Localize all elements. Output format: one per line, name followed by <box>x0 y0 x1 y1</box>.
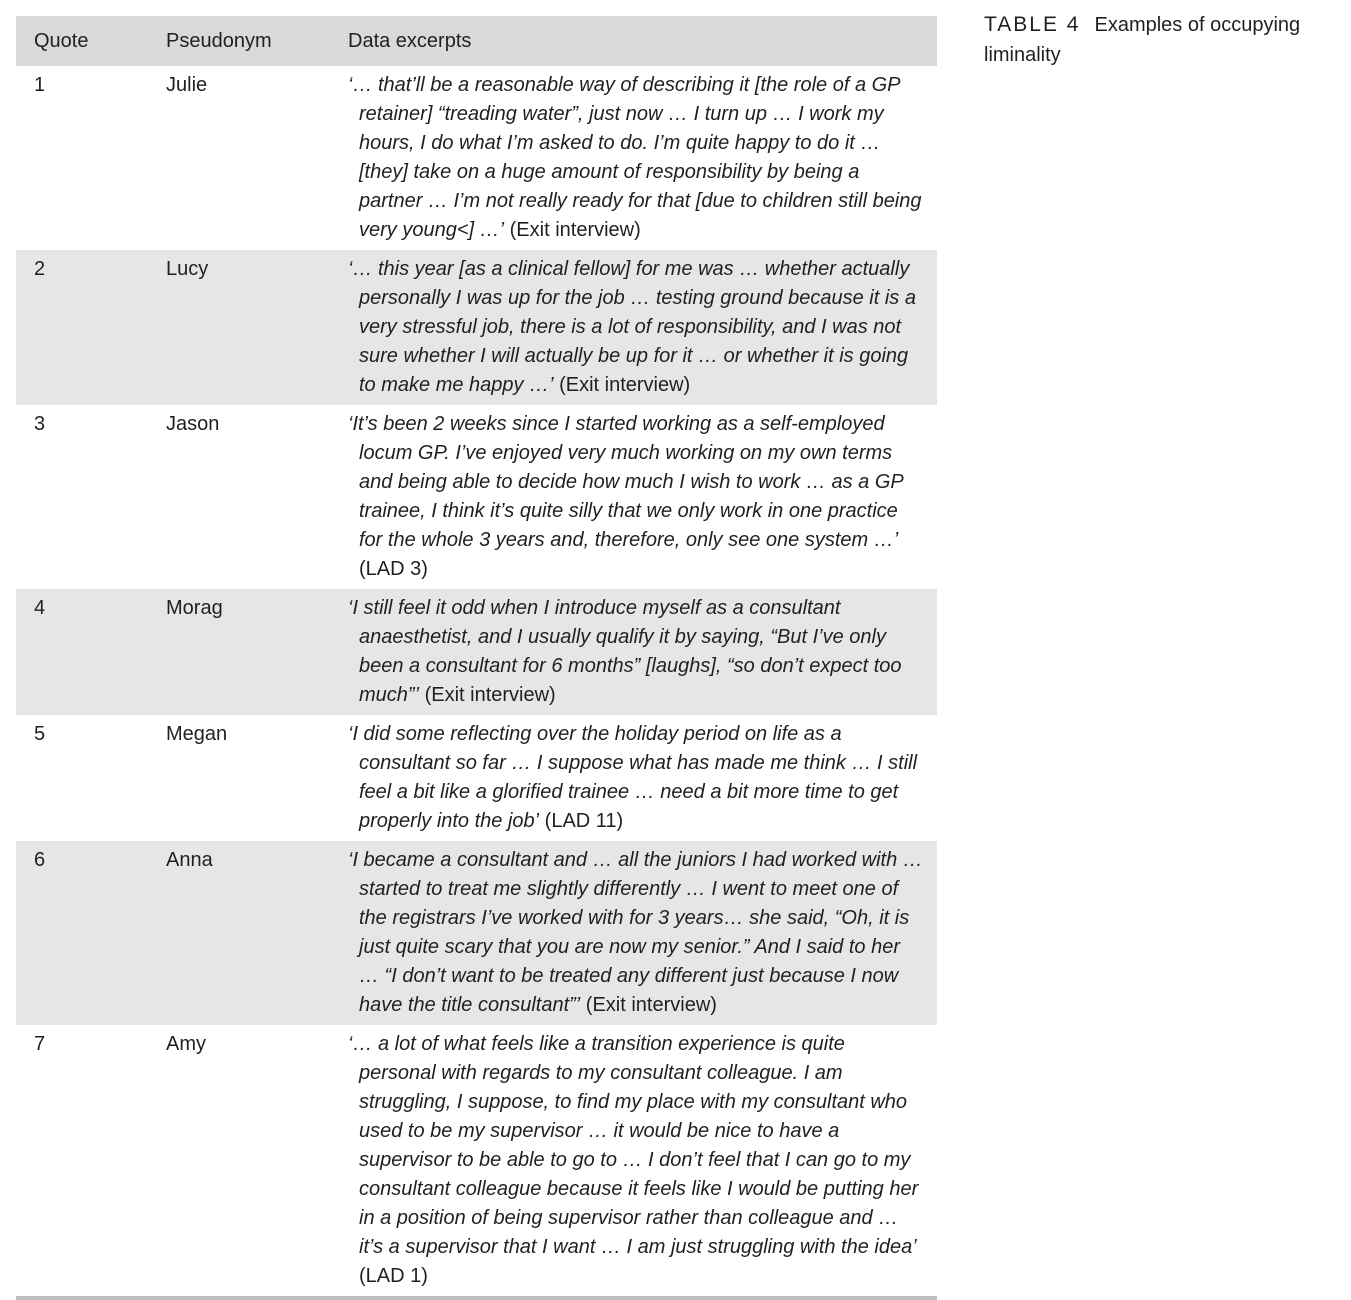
excerpts-table-container <box>16 16 937 1300</box>
table-row <box>16 250 937 405</box>
quote-number: 1 <box>34 74 46 96</box>
table-caption <box>984 10 1346 70</box>
excerpt-quote-text: ‘… that’ll be a reasonable way of describing it [the role of a GP retainer] “treading water”, just now … I turn up … I work my hours, I do what I’m asked to do. I’m quite happy to do it … [they] take on a huge amount of responsibility by being a partner … I’m not really ready for that [due to children still being very young<] …’ <box>348 74 922 241</box>
excerpt-source: (LAD 11) <box>539 810 624 832</box>
table-body <box>16 66 937 1296</box>
excerpt-source: (Exit interview) <box>553 374 691 396</box>
header-row <box>16 16 937 66</box>
pseudonym: Anna <box>166 841 348 1025</box>
excerpt-source: (LAD 1) <box>359 1265 428 1287</box>
pseudonym: Lucy <box>166 250 348 405</box>
table-header <box>16 16 937 66</box>
quote-number: 7 <box>34 1033 46 1055</box>
excerpt-quote-text: ‘I became a consultant and … all the juniors I had worked with … started to treat me slightly differently … I went to meet one of the registrars I’ve worked with for 3 years… she said, “Oh, it is just quite scary that you are now my senior.” And I said to her … “I don’t want to be treated any different just because I now have the title consultant”’ <box>348 849 923 1016</box>
excerpt-quote-text: ‘It’s been 2 weeks since I started working as a self-employed locum GP. I’ve enjoyed very much working on my own terms and being able to decide how much I wish to work … as a GP trainee, I think it’s quite silly that we only work in one practice for the whole 3 years and, therefore, only see one system …’ <box>348 413 903 551</box>
table-row <box>16 715 937 841</box>
data-excerpt <box>348 715 937 841</box>
column-header-pseudonym: Pseudonym <box>166 16 348 66</box>
excerpt-source: (Exit interview) <box>419 684 556 706</box>
data-excerpt <box>348 841 937 1025</box>
excerpts-table <box>16 16 937 1300</box>
pseudonym: Morag <box>166 589 348 715</box>
excerpt-source: (Exit interview) <box>580 994 717 1016</box>
table-label: TABLE 4 <box>984 13 1081 36</box>
column-header-data-excerpts: Data excerpts <box>348 16 937 66</box>
quote-number: 6 <box>16 841 166 1025</box>
pseudonym: Jason <box>166 413 220 435</box>
table-bottom-rule <box>16 1296 937 1300</box>
excerpt-quote-text: ‘I still feel it odd when I introduce myself as a consultant anaesthetist, and I usually qualify it by saying, “But I’ve only been a consultant for 6 months” [laughs], “so don’t expect too much”’ <box>348 597 902 706</box>
pseudonym: Amy <box>166 1033 206 1055</box>
excerpt-source: (Exit interview) <box>504 219 641 241</box>
table-row <box>16 405 937 589</box>
column-header-quote: Quote <box>16 16 166 66</box>
excerpt-quote-text: ‘… this year [as a clinical fellow] for me was … whether actually personally I was up for the job … testing ground because it is a very stressful job, there is a lot of responsibility, and I was not sure whether I will actually be up for it … or whether it is going to make me happy …’ <box>348 258 916 396</box>
excerpt-quote-text: ‘I did some reflecting over the holiday period on life as a consultant so far … I suppose what has made me think … I still feel a bit like a glorified trainee … need a bit more time to get properly into the job’ <box>348 723 918 832</box>
quote-number: 2 <box>16 250 166 405</box>
data-excerpt <box>348 589 937 715</box>
pseudonym: Julie <box>166 74 208 96</box>
table-row <box>16 1025 937 1296</box>
quote-number: 5 <box>34 723 46 745</box>
data-excerpt <box>348 1025 937 1296</box>
data-excerpt <box>348 66 937 250</box>
table-row <box>16 841 937 1025</box>
table-row <box>16 589 937 715</box>
table-title: Examples of occupying liminality <box>984 14 1301 66</box>
table-row <box>16 66 937 250</box>
quote-number: 4 <box>16 589 166 715</box>
pseudonym: Megan <box>166 723 228 745</box>
excerpt-quote-text: ‘… a lot of what feels like a transition experience is quite personal with regards to my consultant colleague. I am struggling, I suppose, to find my place with my consultant who used to be my supervisor … it would be nice to have a supervisor to be able to go to … I don’t feel that I can go to my consultant colleague because it feels like I would be putting her in a position of being supervisor rather than colleague and … it’s a supervisor that I want … I am just struggling with the idea’ <box>348 1033 919 1258</box>
quote-number: 3 <box>34 413 46 435</box>
data-excerpt <box>348 405 937 589</box>
bottom-rule <box>16 1296 937 1300</box>
excerpt-source: (LAD 3) <box>359 558 428 580</box>
data-excerpt <box>348 250 937 405</box>
